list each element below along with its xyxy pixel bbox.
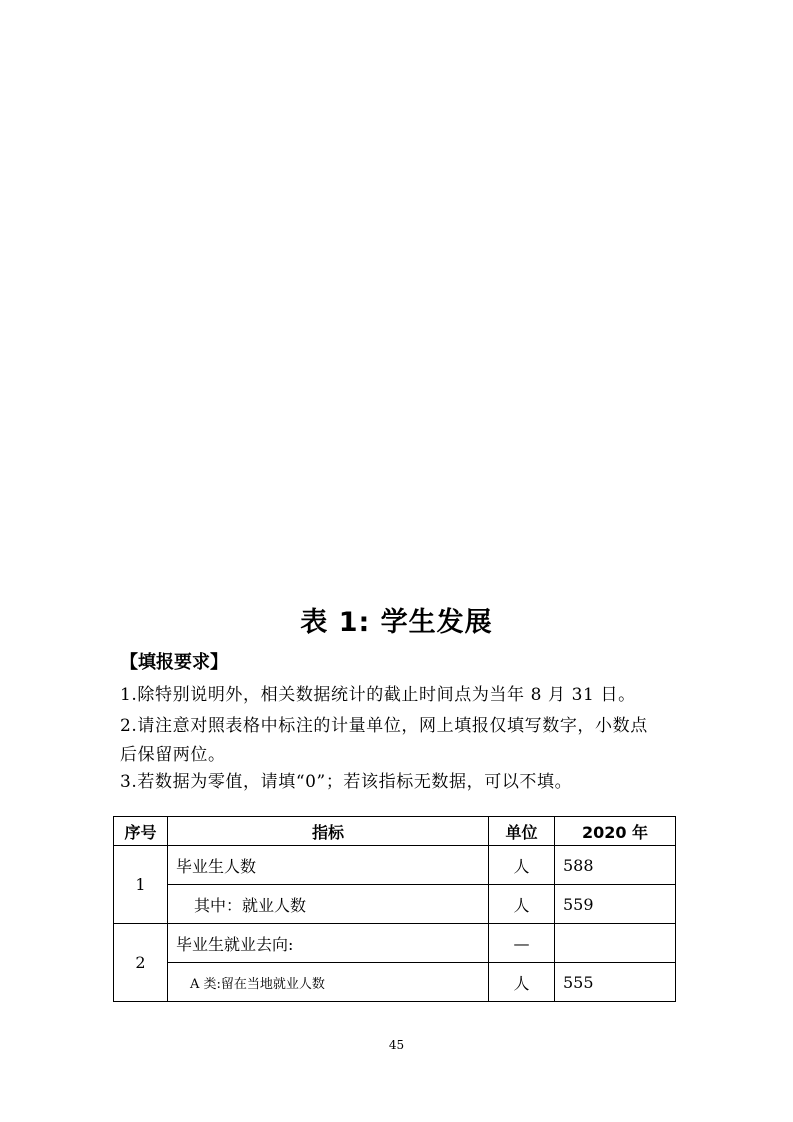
row-indicator: 其中：就业人数: [168, 885, 489, 924]
row-unit: —: [489, 924, 555, 963]
row-unit: 人: [489, 963, 555, 1002]
table-row: [114, 963, 676, 1002]
page-title: 表 1: 学生发展: [300, 607, 493, 638]
table-header-row: [114, 817, 676, 846]
row-value: 588: [555, 846, 676, 885]
row-unit: 人: [489, 885, 555, 924]
header-unit: 单位: [489, 817, 555, 846]
row-indicator: 毕业生就业去向:: [168, 924, 489, 963]
page-number: 45: [388, 1038, 405, 1052]
row-unit: 人: [489, 846, 555, 885]
requirement-line-4: 3.若数据为零值，请填“0”；若该指标无数据，可以不填。: [120, 772, 573, 792]
row-value: 555: [555, 963, 676, 1002]
header-indicator: 指标: [168, 817, 489, 846]
header-year: 2020 年: [555, 817, 676, 846]
table-row: [114, 846, 676, 885]
row-seq: 1: [114, 846, 168, 924]
requirement-line-2: 2.请注意对照表格中标注的计量单位，网上填报仅填写数字，小数点: [120, 716, 648, 736]
row-seq: 2: [114, 924, 168, 1002]
row-indicator: 毕业生人数: [168, 846, 489, 885]
requirements-heading: 【填报要求】: [120, 652, 228, 673]
row-indicator: A 类:留在当地就业人数: [168, 963, 489, 1002]
table-row: [114, 885, 676, 924]
requirement-line-3: 后保留两位。: [120, 745, 226, 765]
student-development-table: [113, 816, 676, 1002]
row-value: 559: [555, 885, 676, 924]
requirement-line-1: 1.除特别说明外，相关数据统计的截止时间点为当年 8 月 31 日。: [120, 685, 636, 705]
row-value: [555, 924, 676, 963]
table-row: [114, 924, 676, 963]
header-seq: 序号: [114, 817, 168, 846]
